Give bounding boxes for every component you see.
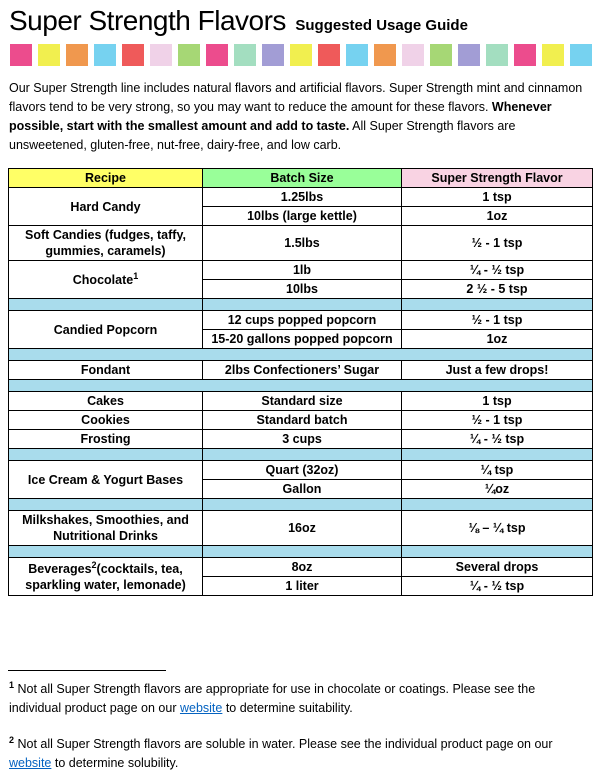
table-row [9,411,593,430]
website-link-2[interactable]: website [9,756,52,770]
color-swatch [374,44,396,66]
separator-row [9,299,593,311]
color-swatch [514,44,536,66]
separator-cell [402,299,593,311]
recipe-cell-soft-candies: Soft Candies (fudges, taffy, gummies, caramels) [9,226,203,261]
recipe-cell-candied-popcorn: Candied Popcorn [9,311,203,349]
separator-cell [9,449,203,461]
recipe-cell-hard-candy: Hard Candy [9,188,203,226]
color-swatch [458,44,480,66]
usage-table [8,168,593,596]
separator-cell [9,349,593,361]
separator-cell [203,299,402,311]
batch-cell: 10lbs (large kettle) [203,207,402,226]
color-swatch [178,44,200,66]
page-subtitle: Suggested Usage Guide [295,17,468,34]
batch-cell: 1 liter [203,577,402,596]
separator-cell [203,499,402,511]
intro-text-2: All Super Strength flavors are unsweetened, gluten-free, nut-free, dairy-free, and low carb. [9,119,516,152]
table-row [9,188,593,207]
batch-cell: 10lbs [203,280,402,299]
flavor-cell: ½ - 1 tsp [402,311,593,330]
flavor-cell: 1 tsp [402,392,593,411]
table-row [9,261,593,280]
separator-row [9,349,593,361]
footnote-marker-2: 2 [91,559,97,570]
flavor-cell: 2 ½ - 5 tsp [402,280,593,299]
batch-cell: 8oz [203,558,402,577]
separator-row [9,499,593,511]
batch-cell: Quart (32oz) [203,461,402,480]
color-swatch [486,44,508,66]
color-swatch [94,44,116,66]
footnote-2 [9,735,590,770]
recipe-cell-milkshakes: Milkshakes, Smoothies, and Nutritional Drinks [9,511,203,546]
footnote-1-text-2: to determine suitability. [222,701,353,715]
flavor-cell: 1 tsp [402,188,593,207]
batch-cell: 1lb [203,261,402,280]
batch-cell: 15-20 gallons popped popcorn [203,330,402,349]
header-recipe: Recipe [9,169,203,188]
flavor-cell: ¼oz [402,480,593,499]
footnote-1 [9,680,590,718]
flavor-cell: 1oz [402,207,593,226]
color-swatch [290,44,312,66]
separator-cell [402,449,593,461]
recipe-cell-ice-cream: Ice Cream & Yogurt Bases [9,461,203,499]
recipe-cell-chocolate [9,261,203,299]
color-swatch [66,44,88,66]
separator-cell [203,546,402,558]
recipe-cell-cakes: Cakes [9,392,203,411]
recipe-text: (cocktails, tea, sparkling water, lemonade) [25,561,186,592]
color-swatch [10,44,32,66]
intro-paragraph [9,79,591,155]
batch-cell: 12 cups popped popcorn [203,311,402,330]
footnote-marker-1: 1 [133,270,139,281]
color-palette-strip [10,44,600,66]
flavor-cell: ¼ - ½ tsp [402,430,593,449]
footnote-2-marker: 2 [9,734,15,745]
flavor-cell: ¼ - ½ tsp [402,261,593,280]
batch-cell: Gallon [203,480,402,499]
separator-cell [9,499,203,511]
separator-row [9,546,593,558]
batch-cell: Standard batch [203,411,402,430]
separator-cell [9,546,203,558]
flavor-cell: Several drops [402,558,593,577]
color-swatch [570,44,592,66]
recipe-cell-beverages [9,558,203,596]
table-header-row [9,169,593,188]
color-swatch [150,44,172,66]
flavor-cell: ⅛ – ¼ tsp [402,511,593,546]
separator-cell [402,546,593,558]
separator-cell [9,380,593,392]
batch-cell: 3 cups [203,430,402,449]
website-link-1[interactable]: website [179,701,223,715]
color-swatch [402,44,424,66]
separator-row [9,449,593,461]
color-swatch [318,44,340,66]
table-row [9,311,593,330]
batch-cell: 2lbs Confectioners’ Sugar [203,361,402,380]
table-row [9,226,593,261]
flavor-cell: ½ - 1 tsp [402,226,593,261]
color-swatch [206,44,228,66]
footnote-1-marker: 1 [9,679,15,690]
flavor-cell: ¼ tsp [402,461,593,480]
batch-cell: 1.25lbs [203,188,402,207]
intro-text-bold: Whenever possible, start with the smallest amount and add to taste. [9,100,552,133]
intro-text-1: Our Super Strength line includes natural flavors and artificial flavors. Super Strength mint and cinnamon flavors tend to be very strong, so you may want to reduce the amount for these flavors. [9,81,583,114]
color-swatch [234,44,256,66]
header-flavor: Super Strength Flavor [402,169,593,188]
recipe-cell-cookies: Cookies [9,411,203,430]
flavor-cell: ¼ - ½ tsp [402,577,593,596]
recipe-cell-frosting: Frosting [9,430,203,449]
footnote-1-text-1: Not all Super Strength flavors are appropriate for use in chocolate or coatings. Please see the individual product page on our [9,682,536,715]
title-row [0,0,600,37]
batch-cell: 16oz [203,511,402,546]
color-swatch [430,44,452,66]
batch-cell: 1.5lbs [203,226,402,261]
recipe-cell-fondant: Fondant [9,361,203,380]
table-row [9,461,593,480]
table-row [9,511,593,546]
separator-cell [402,499,593,511]
footnote-2-text-1: Not all Super Strength flavors are soluble in water. Please see the individual product page on our [14,737,553,751]
footnote-2-text-2: to determine solubility. [51,756,179,770]
table-row [9,430,593,449]
table-row [9,361,593,380]
color-swatch [346,44,368,66]
batch-cell: Standard size [203,392,402,411]
color-swatch [542,44,564,66]
separator-cell [203,449,402,461]
flavor-cell: Just a few drops! [402,361,593,380]
table-row [9,392,593,411]
separator-row [9,380,593,392]
color-swatch [122,44,144,66]
color-swatch [38,44,60,66]
color-swatch [262,44,284,66]
page-title: Super Strength Flavors [9,5,286,36]
recipe-text: Beverages [28,561,92,576]
separator-cell [9,299,203,311]
table-row [9,558,593,577]
flavor-cell: 1oz [402,330,593,349]
flavor-cell: ½ - 1 tsp [402,411,593,430]
recipe-text: Chocolate [72,272,134,287]
footnote-separator-line [8,670,166,671]
header-batch-size: Batch Size [203,169,402,188]
